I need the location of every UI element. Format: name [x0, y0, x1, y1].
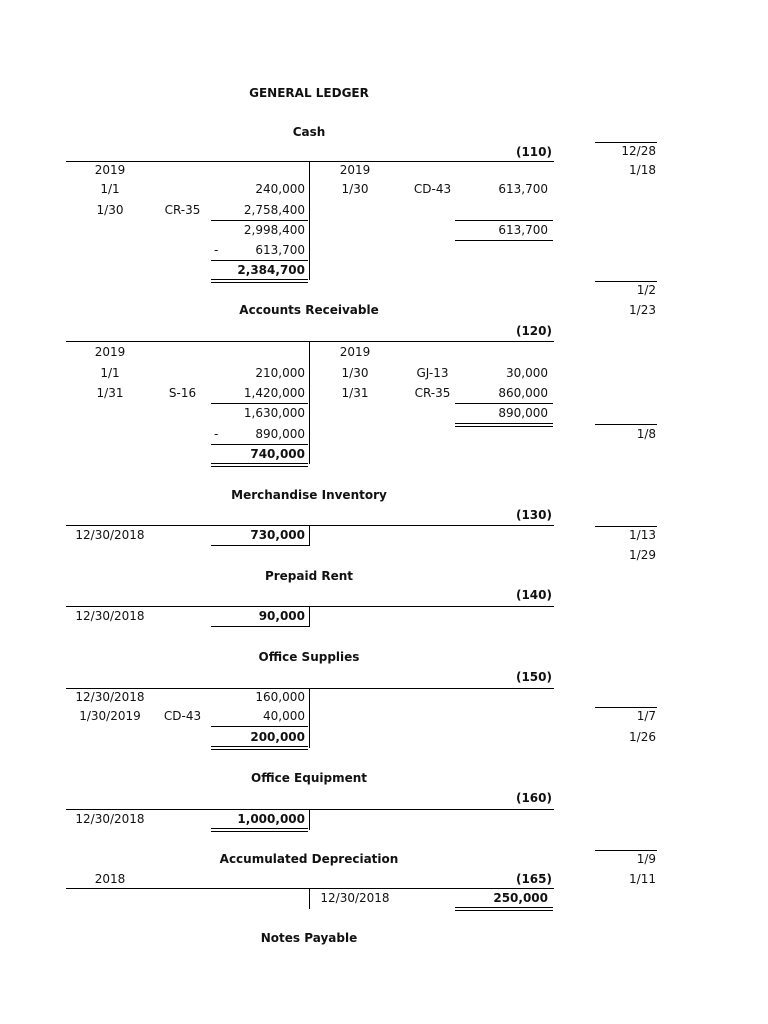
- dr-amount: 2,758,400: [243, 203, 305, 217]
- t-account-divider: [309, 809, 310, 830]
- balance-underline: [211, 626, 309, 627]
- dr-total-line: [211, 220, 308, 221]
- less-amount: 890,000: [255, 427, 305, 441]
- account-number: (120): [515, 324, 552, 338]
- cr-total-double-underline: [455, 423, 553, 427]
- balance: 2,384,700: [237, 263, 305, 277]
- dr-ref: S-16: [168, 386, 197, 400]
- side-date: 1/11: [629, 872, 656, 886]
- account-number: (130): [515, 508, 552, 522]
- cr-amount: 30,000: [506, 366, 548, 380]
- account-number: (140): [515, 588, 552, 602]
- dr-ref: CR-35: [164, 203, 201, 217]
- account-name: Accounts Receivable: [239, 303, 379, 317]
- dr-total-line: [211, 403, 308, 404]
- side-date: 1/29: [629, 548, 656, 562]
- entry-date: 12/30/2018: [75, 528, 145, 542]
- balance-line-top: [211, 444, 308, 445]
- cr-ref: GJ-13: [416, 366, 449, 380]
- side-rule: [595, 281, 657, 282]
- dr-date: 1/1: [100, 366, 120, 380]
- side-rule: [595, 424, 657, 425]
- balance: 250,000: [493, 891, 548, 905]
- cr-total: 890,000: [498, 406, 548, 420]
- total-line: [211, 726, 308, 727]
- dr-date: 1/30: [96, 203, 124, 217]
- t-account-divider: [309, 688, 310, 748]
- less-sign: -: [214, 427, 219, 441]
- t-account-divider: [309, 161, 310, 280]
- entry-date: 12/30/2018: [75, 690, 145, 704]
- year-right: 2019: [339, 163, 371, 177]
- t-account-top-line: [66, 525, 554, 526]
- account-name: Prepaid Rent: [264, 569, 354, 583]
- year-right: 2019: [339, 345, 371, 359]
- t-account-divider: [309, 888, 310, 909]
- account-number: (165): [515, 872, 552, 886]
- cr-date: 1/31: [341, 386, 369, 400]
- side-date: 1/23: [629, 303, 656, 317]
- entry-amount: 40,000: [263, 709, 305, 723]
- side-rule: [595, 707, 657, 708]
- side-rule: [595, 526, 657, 527]
- account-name: Office Supplies: [258, 650, 360, 664]
- entry-amount: 160,000: [255, 690, 305, 704]
- t-account-divider: [309, 525, 310, 546]
- dr-total: 2,998,400: [243, 223, 305, 237]
- cr-date: 1/30: [341, 366, 369, 380]
- balance: 200,000: [250, 730, 305, 744]
- less-sign: -: [214, 243, 219, 257]
- year-left: 2018: [94, 872, 126, 886]
- year-left: 2019: [94, 345, 126, 359]
- t-account-top-line: [66, 888, 554, 889]
- account-name: Merchandise Inventory: [231, 488, 387, 502]
- cr-total-line-top: [455, 220, 553, 221]
- account-number: (110): [515, 145, 552, 159]
- cr-ref: CR-35: [414, 386, 451, 400]
- account-number: (150): [515, 670, 552, 684]
- account-name-notes-payable: Notes Payable: [260, 931, 358, 945]
- cr-total-line-bottom: [455, 240, 553, 241]
- ledger-title: GENERAL LEDGER: [249, 86, 369, 100]
- account-name: Office Equipment: [251, 771, 367, 785]
- balance-underline: [211, 545, 309, 546]
- balance-double-underline: [211, 746, 308, 750]
- balance-double-underline: [211, 279, 308, 283]
- cr-total: 613,700: [498, 223, 548, 237]
- cr-date: 12/30/2018: [320, 891, 390, 905]
- side-rule: [595, 142, 657, 143]
- balance: 740,000: [250, 447, 305, 461]
- side-date: 1/8: [636, 427, 656, 441]
- balance-double-underline: [211, 828, 308, 832]
- t-account-top-line: [66, 809, 554, 810]
- cr-amount: 613,700: [498, 182, 548, 196]
- cr-date: 1/30: [341, 182, 369, 196]
- dr-date: 1/1: [100, 182, 120, 196]
- cr-ref: CD-43: [413, 182, 452, 196]
- balance-line-top: [211, 260, 308, 261]
- t-account-divider: [309, 341, 310, 464]
- entry-date: 1/30/2019: [79, 709, 141, 723]
- balance: 1,000,000: [237, 812, 305, 826]
- t-account-top-line: [66, 688, 554, 689]
- t-account-top-line: [66, 161, 554, 162]
- balance-double-underline: [211, 463, 308, 467]
- year-left: 2019: [94, 163, 126, 177]
- account-name: Accumulated Depreciation: [219, 852, 399, 866]
- entry-ref: CD-43: [163, 709, 202, 723]
- less-amount: 613,700: [255, 243, 305, 257]
- dr-amount: 210,000: [255, 366, 305, 380]
- t-account-top-line: [66, 606, 554, 607]
- dr-date: 1/31: [96, 386, 124, 400]
- side-date: 1/2: [636, 283, 656, 297]
- side-date: 1/7: [636, 709, 656, 723]
- side-date: 12/28: [621, 144, 656, 158]
- cr-amount: 860,000: [498, 386, 548, 400]
- t-account-top-line: [66, 341, 554, 342]
- entry-date: 12/30/2018: [75, 609, 145, 623]
- account-name: Cash: [292, 125, 326, 139]
- balance: 90,000: [258, 609, 305, 623]
- account-number: (160): [515, 791, 552, 805]
- dr-amount: 1,420,000: [243, 386, 305, 400]
- entry-date: 12/30/2018: [75, 812, 145, 826]
- dr-amount: 240,000: [255, 182, 305, 196]
- side-date: 1/18: [629, 163, 656, 177]
- t-account-divider: [309, 606, 310, 627]
- side-date: 1/9: [636, 852, 656, 866]
- side-rule: [595, 850, 657, 851]
- dr-total: 1,630,000: [243, 406, 305, 420]
- balance: 730,000: [250, 528, 305, 542]
- balance-double-underline: [455, 907, 553, 911]
- side-date: 1/13: [629, 528, 656, 542]
- cr-total-line-top: [455, 403, 553, 404]
- side-date: 1/26: [629, 730, 656, 744]
